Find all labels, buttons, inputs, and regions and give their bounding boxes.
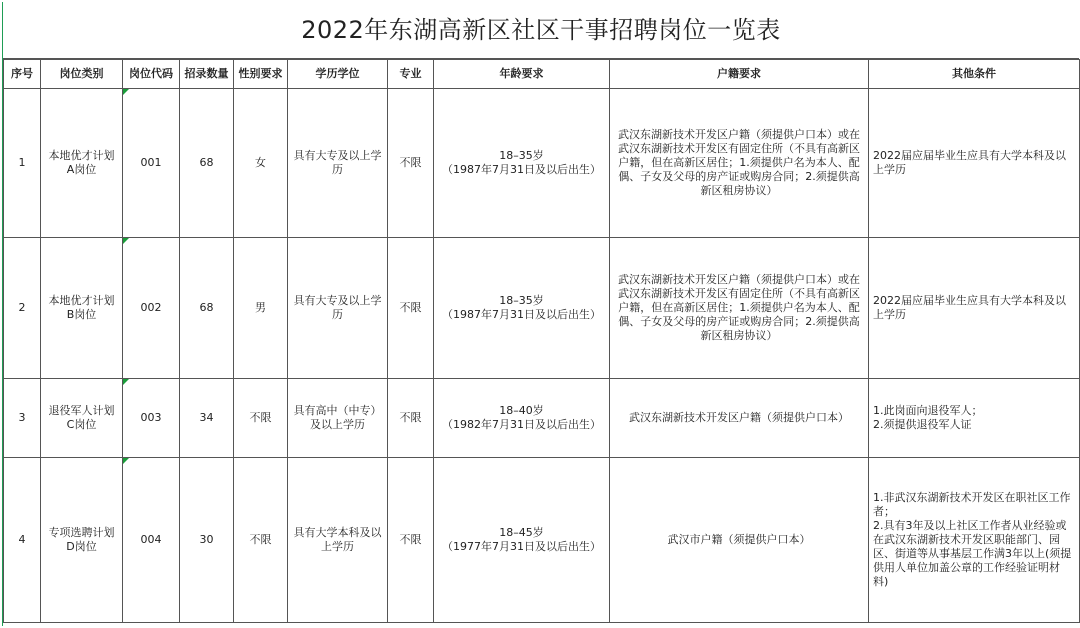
cell-code: 003 <box>123 379 180 458</box>
cell-education: 具有大专及以上学历 <box>288 238 388 379</box>
cell-gender: 女 <box>234 89 288 238</box>
cell-residence: 武汉东湖新技术开发区户籍（须提供户口本）或在武汉东湖新技术开发区有固定住所（不具有高新区户籍，但在高新区居住；1.须提供户名为本人、配偶、子女及父母的房产证或购房合同；2.须提供高新区租房协议） <box>610 238 869 379</box>
cell-education: 具有大学本科及以上学历 <box>288 458 388 623</box>
cell-no: 2 <box>4 238 41 379</box>
header-category: 岗位类别 <box>41 60 123 89</box>
header-code: 岗位代码 <box>123 60 180 89</box>
header-residence: 户籍要求 <box>610 60 869 89</box>
cell-residence: 武汉东湖新技术开发区户籍（须提供户口本）或在武汉东湖新技术开发区有固定住所（不具有高新区户籍，但在高新区居住；1.须提供户名为本人、配偶、子女及父母的房产证或购房合同；2.须提供高新区租房协议） <box>610 89 869 238</box>
cell-major: 不限 <box>388 379 434 458</box>
cell-education: 具有大专及以上学历 <box>288 89 388 238</box>
table-row <box>4 238 1080 379</box>
header-no: 序号 <box>4 60 41 89</box>
header-education: 学历学位 <box>288 60 388 89</box>
cell-age: 18–45岁 （1977年7月31日及以后出生） <box>434 458 610 623</box>
cell-gender: 男 <box>234 238 288 379</box>
cell-education: 具有高中（中专）及以上学历 <box>288 379 388 458</box>
cell-major: 不限 <box>388 238 434 379</box>
cell-residence: 武汉市户籍（须提供户口本） <box>610 458 869 623</box>
header-gender: 性别要求 <box>234 60 288 89</box>
cell-gender: 不限 <box>234 379 288 458</box>
cell-code: 001 <box>123 89 180 238</box>
header-count: 招录数量 <box>180 60 234 89</box>
cell-age: 18–40岁 （1982年7月31日及以后出生） <box>434 379 610 458</box>
cell-other: 1.非武汉东湖新技术开发区在职社区工作者； 2.具有3年及以上社区工作者从业经验或在武汉东湖新技术开发区职能部门、园区、街道等从事基层工作满3年以上(须提供用人单位加盖公章的工作经验证明材料) <box>869 458 1080 623</box>
cell-category: 本地优才计划B岗位 <box>41 238 123 379</box>
table-row <box>4 89 1080 238</box>
header-other: 其他条件 <box>869 60 1080 89</box>
cell-other: 2022届应届毕业生应具有大学本科及以上学历 <box>869 238 1080 379</box>
cell-age: 18–35岁 （1987年7月31日及以后出生） <box>434 238 610 379</box>
table-row <box>4 379 1080 458</box>
header-age: 年龄要求 <box>434 60 610 89</box>
cell-other: 2022届应届毕业生应具有大学本科及以上学历 <box>869 89 1080 238</box>
cell-no: 4 <box>4 458 41 623</box>
cell-count: 34 <box>180 379 234 458</box>
cell-no: 1 <box>4 89 41 238</box>
header-major: 专业 <box>388 60 434 89</box>
cell-gender: 不限 <box>234 458 288 623</box>
spreadsheet <box>2 2 1079 626</box>
cell-major: 不限 <box>388 89 434 238</box>
cell-count: 68 <box>180 238 234 379</box>
cell-residence: 武汉东湖新技术开发区户籍（须提供户口本） <box>610 379 869 458</box>
cell-count: 30 <box>180 458 234 623</box>
cell-age: 18–35岁 （1987年7月31日及以后出生） <box>434 89 610 238</box>
positions-table <box>3 59 1080 623</box>
cell-category: 退役军人计划C岗位 <box>41 379 123 458</box>
cell-count: 68 <box>180 89 234 238</box>
cell-major: 不限 <box>388 458 434 623</box>
cell-no: 3 <box>4 379 41 458</box>
cell-other: 1.此岗面向退役军人； 2.须提供退役军人证 <box>869 379 1080 458</box>
cell-category: 专项选聘计划D岗位 <box>41 458 123 623</box>
cell-category: 本地优才计划A岗位 <box>41 89 123 238</box>
table-row <box>4 458 1080 623</box>
cell-code: 002 <box>123 238 180 379</box>
cell-code: 004 <box>123 458 180 623</box>
header-row <box>4 60 1080 89</box>
page-title: 2022年东湖高新区社区干事招聘岗位一览表 <box>3 2 1079 59</box>
